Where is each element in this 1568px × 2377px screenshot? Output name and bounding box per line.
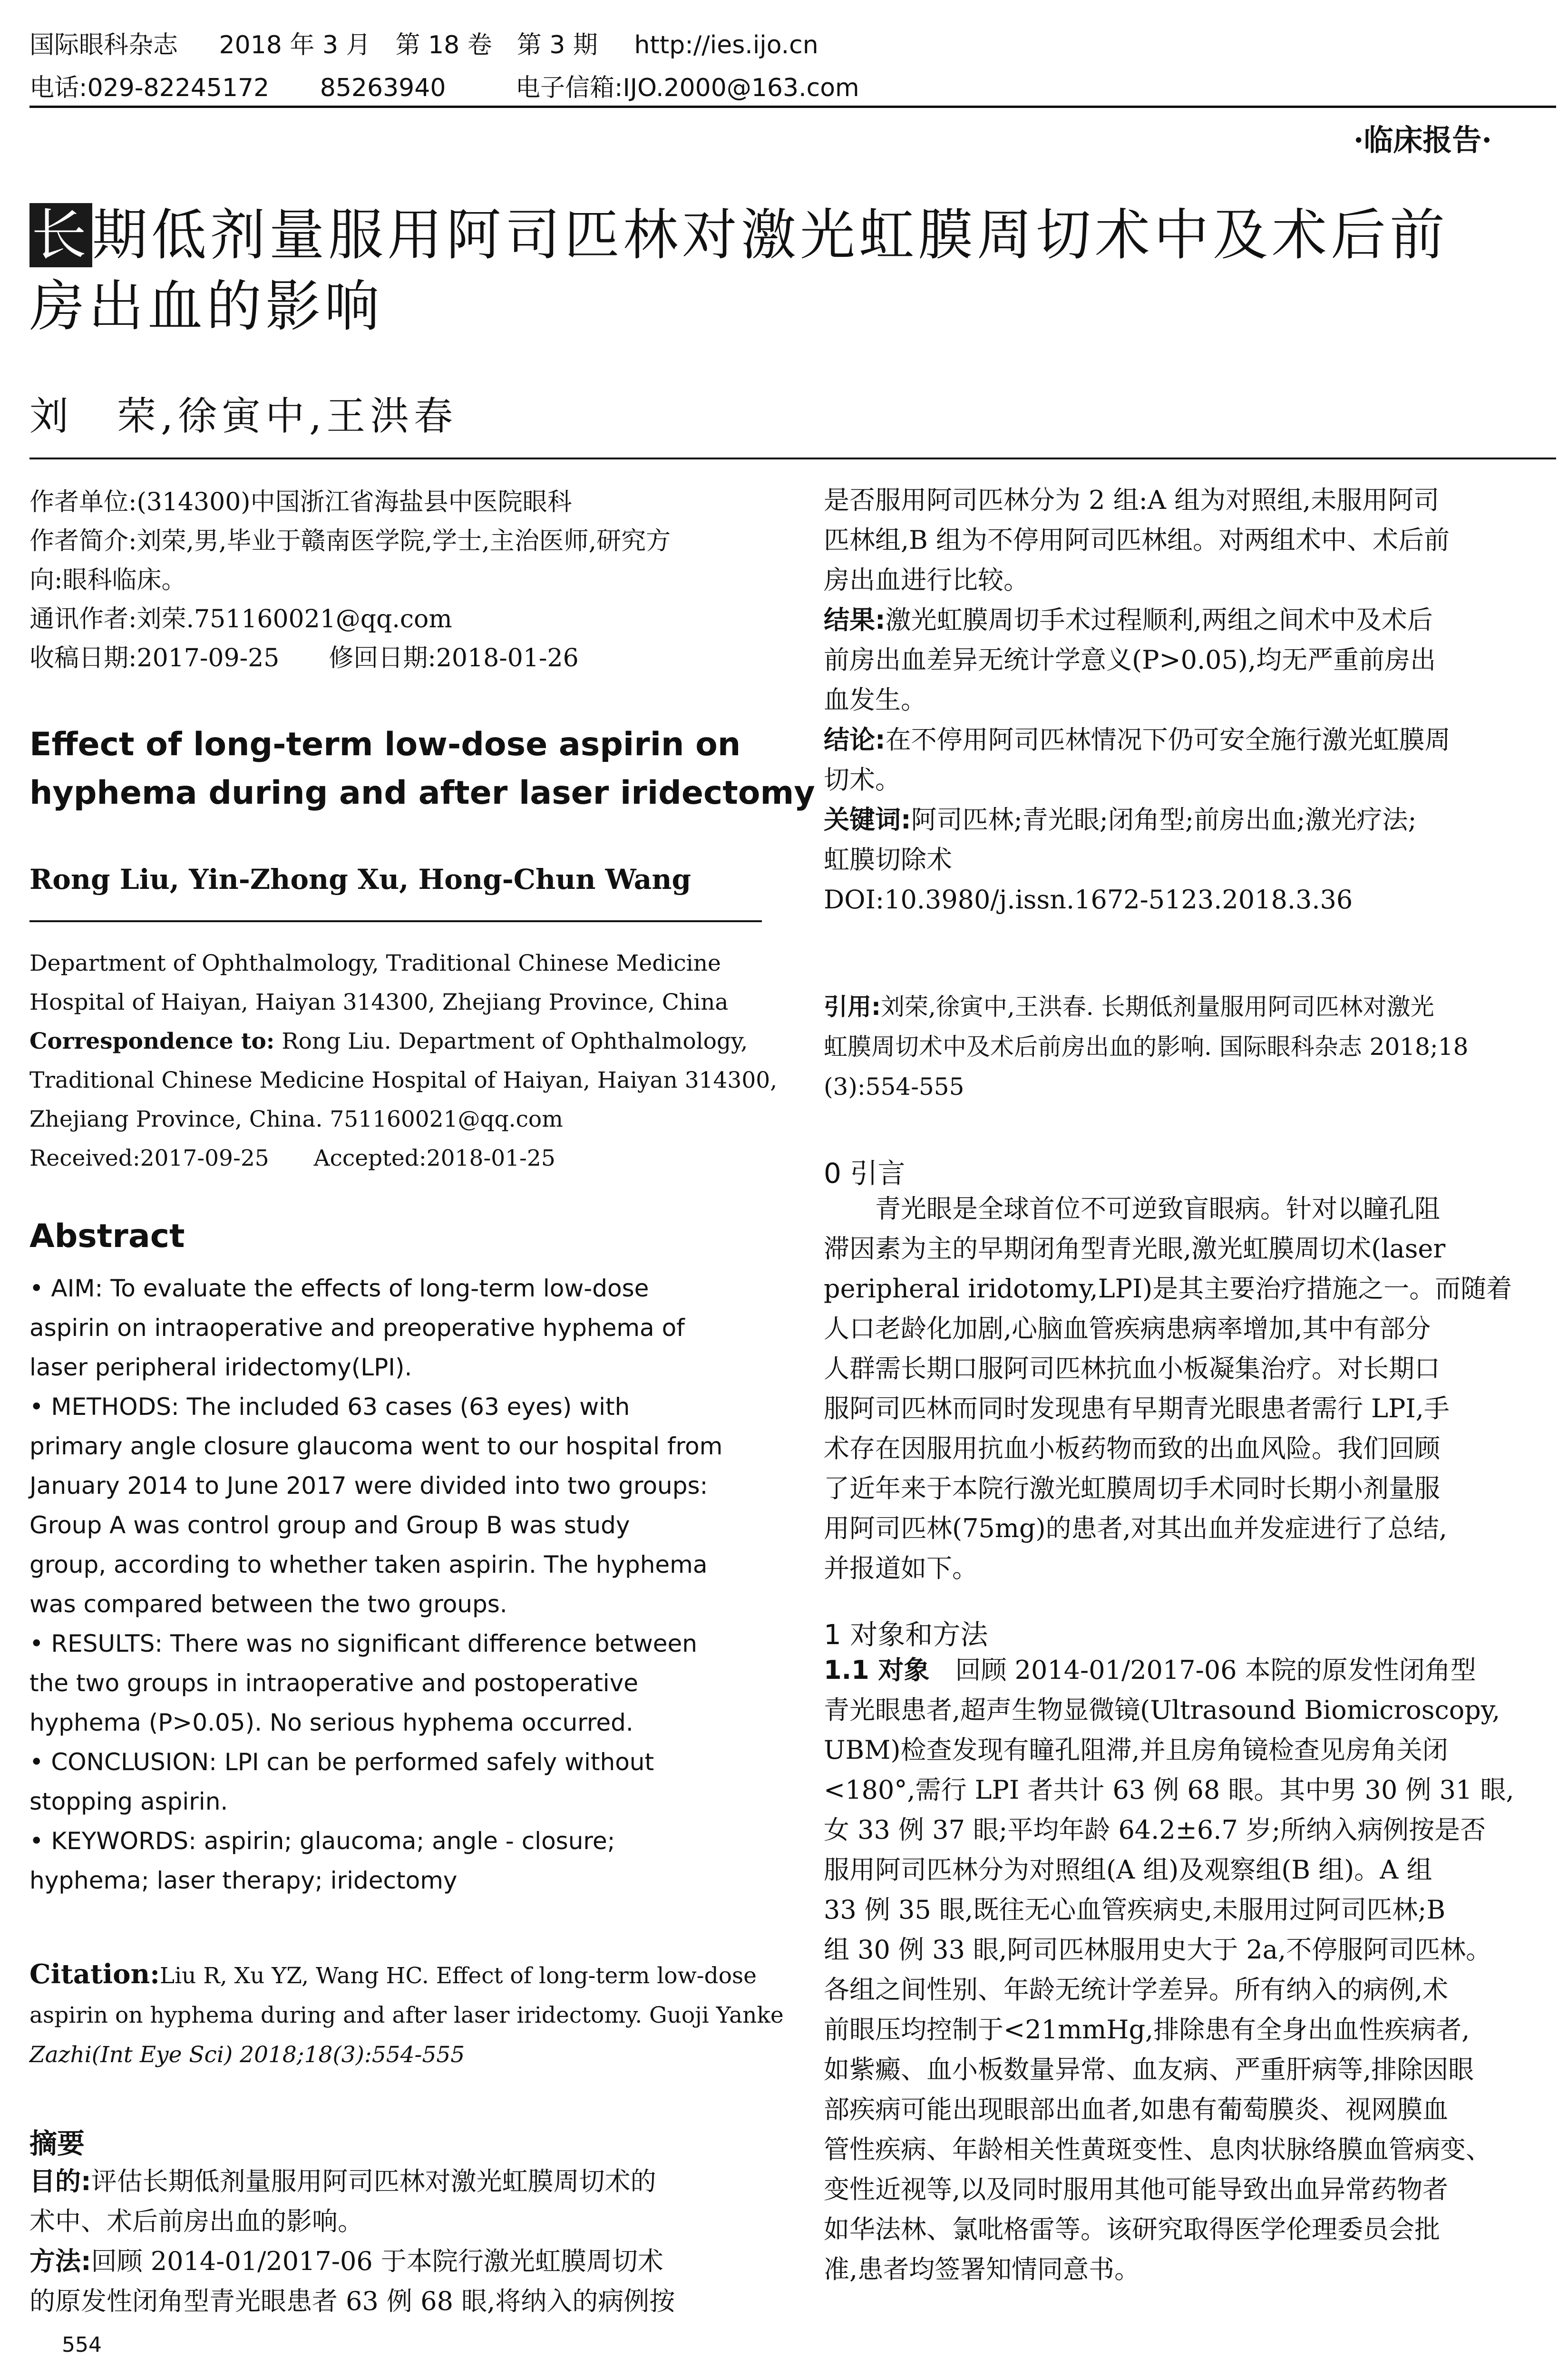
journal-url: http://ies.ijo.cn bbox=[634, 31, 818, 59]
correspondence-line: Zhejiang Province, China. 751160021@qq.com bbox=[29, 1106, 563, 1132]
journal-phone: 电话:029-82245172 bbox=[29, 74, 270, 102]
english-affiliation bbox=[29, 944, 778, 1178]
english-authors-divider bbox=[29, 920, 762, 922]
affiliation-line: Department of Ophthalmology, Traditional Chinese Medicine bbox=[29, 950, 721, 976]
affiliation-line: Hospital of Haiyan, Haiyan 314300, Zhejiang Province, China bbox=[29, 989, 729, 1015]
zh-label: 方法: bbox=[29, 2246, 91, 2276]
intro-line: 术存在因服用抗血小板药物而致的出血风险。我们回顾 bbox=[824, 1433, 1440, 1463]
methods-line: 各组之间性别、年龄无统计学差异。所有纳入的病例,术 bbox=[824, 1975, 1449, 2005]
title-line-2: 房出血的影响 bbox=[29, 274, 383, 339]
methods-line: <180°,需行 LPI 者共计 63 例 68 眼。其中男 30 例 31 眼, bbox=[824, 1775, 1514, 1805]
methods-line: 青光眼患者,超声生物显微镜(Ultrasound Biomicroscopy, bbox=[824, 1695, 1500, 1725]
journal-email: 电子信箱:IJO.2000@163.com bbox=[515, 74, 859, 102]
intro-heading: 0 引言 bbox=[824, 1157, 906, 1189]
methods-line: 33 例 35 眼,既往无心血管疾病史,未服用过阿司匹林;B bbox=[824, 1895, 1446, 1925]
header-line-2 bbox=[29, 67, 1551, 109]
intro-line: 用阿司匹林(75mg)的患者,对其出血并发症进行了总结, bbox=[824, 1513, 1447, 1543]
zh-label: 关键词: bbox=[824, 805, 911, 835]
zh-label: 结果: bbox=[824, 605, 886, 635]
methods-heading: 1 对象和方法 bbox=[824, 1618, 988, 1651]
citation-line: aspirin on hyphema during and after laser iridectomy. Guoji Yanke bbox=[29, 2002, 784, 2028]
zh-citation bbox=[824, 987, 1556, 1107]
methods-line: 女 33 例 37 眼;平均年龄 64.2±6.7 岁;所纳入病例按是否 bbox=[824, 1815, 1486, 1845]
meta-line: 通讯作者:刘荣.751160021@qq.com bbox=[29, 605, 452, 633]
intro-line: 服阿司匹林而同时发现患有早期青光眼患者需行 LPI,手 bbox=[824, 1393, 1450, 1423]
zh-citation-line: 虹膜周切术中及术后前房出血的影响. 国际眼科杂志 2018;18 bbox=[824, 1033, 1469, 1061]
methods-line: 准,患者均签署知情同意书。 bbox=[824, 2254, 1140, 2284]
abstract-line: • RESULTS: There was no significant difference between bbox=[29, 1630, 697, 1657]
zh-citation-line: (3):554-555 bbox=[824, 1073, 964, 1101]
doi: DOI:10.3980/j.issn.1672-5123.2018.3.36 bbox=[824, 885, 1353, 915]
zh-text: 房出血进行比较。 bbox=[824, 565, 1029, 595]
methods-line: 如华法林、氯吡格雷等。该研究取得医学伦理委员会批 bbox=[824, 2214, 1440, 2244]
citation-line: Liu R, Xu YZ, Wang HC. Effect of long-term low-dose bbox=[159, 1963, 757, 1989]
title-divider bbox=[29, 458, 1556, 459]
zh-text: 激光虹膜周切手术过程顺利,两组之间术中及术后 bbox=[885, 605, 1433, 635]
zh-text: 阿司匹林;青光眼;闭角型;前房出血;激光疗法; bbox=[911, 805, 1417, 835]
header-line-1 bbox=[29, 24, 1551, 67]
abstract-line: • METHODS: The included 63 cases (63 eyes) with bbox=[29, 1393, 630, 1421]
title-line-1: 期低剂量服用阿司匹林对激光虹膜周切术中及术后前 bbox=[92, 203, 1449, 267]
intro-line: 青光眼是全球首位不可逆致盲眼病。针对以瞳孔阻 bbox=[824, 1194, 1440, 1224]
intro-line: 了近年来于本院行激光虹膜周切手术同时长期小剂量服 bbox=[824, 1473, 1440, 1503]
methods-line: 组 30 例 33 眼,阿司匹林服用史大于 2a,不停服阿司匹林。 bbox=[824, 1935, 1492, 1965]
page-number: 554 bbox=[62, 2333, 102, 2357]
journal-name: 国际眼科杂志 bbox=[29, 31, 178, 59]
methods-line: 管性疾病、年龄相关性黄斑变性、息肉状脉络膜血管病变、 bbox=[824, 2134, 1491, 2164]
methods-line: UBM)检查发现有瞳孔阻滞,并且房角镜检查见房角关闭 bbox=[824, 1735, 1448, 1765]
zh-text: 是否服用阿司匹林分为 2 组:A 组为对照组,未服用阿司 bbox=[824, 485, 1440, 515]
abstract-line: Group A was control group and Group B was study bbox=[29, 1511, 630, 1539]
received-dates: Received:2017-09-25 Accepted:2018-01-25 bbox=[29, 1145, 555, 1171]
zh-text: 虹膜切除术 bbox=[824, 845, 952, 875]
zh-label: 目的: bbox=[29, 2166, 91, 2196]
methods-line: 回顾 2014-01/2017-06 本院的原发性闭角型 bbox=[929, 1655, 1476, 1685]
zh-text: 在不停用阿司匹林情况下仍可安全施行激光虹膜周 bbox=[885, 725, 1451, 755]
abstract-line: January 2014 to June 2017 were divided into two groups: bbox=[29, 1472, 708, 1500]
authors-cn: 刘 荣,徐寅中,王洪春 bbox=[29, 394, 458, 439]
zh-text: 切术。 bbox=[824, 765, 901, 795]
abstract-line: the two groups in intraoperative and postoperative bbox=[29, 1669, 639, 1697]
english-authors: Rong Liu, Yin-Zhong Xu, Hong-Chun Wang bbox=[29, 863, 691, 896]
intro-line: 人口老龄化加剧,心脑血管疾病患病率增加,其中有部分 bbox=[824, 1314, 1431, 1344]
abstract-line: • KEYWORDS: aspirin; glaucoma; angle - closure; bbox=[29, 1827, 615, 1855]
meta-line: 向:眼科临床。 bbox=[29, 566, 186, 594]
english-title bbox=[29, 721, 815, 818]
journal-phone-2: 85263940 bbox=[320, 74, 446, 102]
intro-body bbox=[824, 1189, 1556, 1588]
zh-abstract-left bbox=[29, 2162, 762, 2321]
zh-abstract-right bbox=[824, 480, 1556, 920]
methods-line: 部疾病可能出现眼部出血者,如患有葡萄膜炎、视网膜血 bbox=[824, 2094, 1449, 2124]
methods-line: 变性近视等,以及同时服用其他可能导致出血异常药物者 bbox=[824, 2174, 1449, 2204]
methods-line: 前眼压均控制于<21mmHg,排除患有全身出血性疾病者, bbox=[824, 2015, 1470, 2045]
intro-line: 滞因素为主的早期闭角型青光眼,激光虹膜周切术(laser bbox=[824, 1234, 1446, 1264]
journal-header bbox=[29, 24, 1551, 109]
abstract-line: aspirin on intraoperative and preoperative hyphema of bbox=[29, 1314, 685, 1342]
citation-label: Citation: bbox=[29, 1958, 160, 1990]
intro-line: 并报道如下。 bbox=[824, 1553, 978, 1583]
english-title-line: Effect of long-term low-dose aspirin on bbox=[29, 726, 741, 763]
abstract-line: was compared between the two groups. bbox=[29, 1590, 507, 1618]
abstract-line: stopping aspirin. bbox=[29, 1788, 228, 1815]
title-first-char: 长 bbox=[29, 203, 92, 267]
english-abstract bbox=[29, 1269, 762, 1900]
article-title bbox=[29, 200, 1551, 342]
methods-sub-label: 1.1 对象 bbox=[824, 1655, 930, 1685]
citation-line: Zazhi(Int Eye Sci) 2018;18(3):554-555 bbox=[29, 2042, 465, 2068]
meta-line: 收稿日期:2017-09-25 修回日期:2018-01-26 bbox=[29, 644, 579, 672]
zh-text: 匹林组,B 组为不停用阿司匹林组。对两组术中、术后前 bbox=[824, 525, 1450, 555]
abstract-line: • AIM: To evaluate the effects of long-term low-dose bbox=[29, 1275, 649, 1302]
correspondence-line: Rong Liu. Department of Ophthalmology, bbox=[274, 1028, 748, 1054]
intro-line: 人群需长期口服阿司匹林抗血小板凝集治疗。对长期口 bbox=[824, 1354, 1440, 1383]
methods-line: 服用阿司匹林分为对照组(A 组)及观察组(B 组)。A 组 bbox=[824, 1855, 1432, 1885]
abstract-line: hyphema (P>0.05). No serious hyphema occurred. bbox=[29, 1709, 633, 1736]
meta-line: 作者单位:(314300)中国浙江省海盐县中医院眼科 bbox=[29, 488, 572, 516]
issue-info: 2018 年 3 月 第 18 卷 第 3 期 bbox=[219, 31, 598, 59]
abstract-line: primary angle closure glaucoma went to our hospital from bbox=[29, 1432, 723, 1460]
methods-line: 如紫癜、血小板数量异常、血友病、严重肝病等,排除因眼 bbox=[824, 2055, 1474, 2085]
methods-body bbox=[824, 1650, 1556, 2289]
abstract-line: laser peripheral iridectomy(LPI). bbox=[29, 1354, 412, 1381]
author-meta bbox=[29, 483, 762, 678]
zh-citation-line: 刘荣,徐寅中,王洪春. 长期低剂量服用阿司匹林对激光 bbox=[881, 993, 1434, 1021]
zh-text: 术中、术后前房出血的影响。 bbox=[29, 2206, 363, 2236]
abstract-line: group, according to whether taken aspirin. The hyphema bbox=[29, 1551, 708, 1578]
zh-text: 前房出血差异无统计学意义(P>0.05),均无严重前房出 bbox=[824, 645, 1436, 675]
zh-abstract-heading: 摘要 bbox=[29, 2127, 85, 2160]
english-title-line: hyphema during and after laser iridectomy bbox=[29, 774, 815, 812]
header-divider bbox=[29, 106, 1556, 108]
zh-label: 结论: bbox=[824, 725, 886, 755]
correspondence-label: Correspondence to: bbox=[29, 1028, 275, 1054]
section-tag: ·临床报告· bbox=[1353, 123, 1492, 157]
zh-text: 回顾 2014-01/2017-06 于本院行激光虹膜周切术 bbox=[91, 2246, 663, 2276]
zh-text: 血发生。 bbox=[824, 685, 926, 715]
meta-line: 作者简介:刘荣,男,毕业于赣南医学院,学士,主治医师,研究方 bbox=[29, 527, 671, 555]
abstract-line: • CONCLUSION: LPI can be performed safely without bbox=[29, 1748, 654, 1776]
intro-line: peripheral iridotomy,LPI)是其主要治疗措施之一。而随着 bbox=[824, 1274, 1512, 1304]
zh-text: 的原发性闭角型青光眼患者 63 例 68 眼,将纳入的病例按 bbox=[29, 2286, 675, 2316]
correspondence-line: Traditional Chinese Medicine Hospital of Haiyan, Haiyan 314300, bbox=[29, 1067, 778, 1093]
zh-text: 评估长期低剂量服用阿司匹林对激光虹膜周切术的 bbox=[91, 2166, 656, 2196]
english-citation bbox=[29, 1955, 784, 2075]
zh-citation-label: 引用: bbox=[824, 993, 881, 1021]
abstract-line: hyphema; laser therapy; iridectomy bbox=[29, 1867, 458, 1894]
abstract-heading: Abstract bbox=[29, 1218, 185, 1255]
